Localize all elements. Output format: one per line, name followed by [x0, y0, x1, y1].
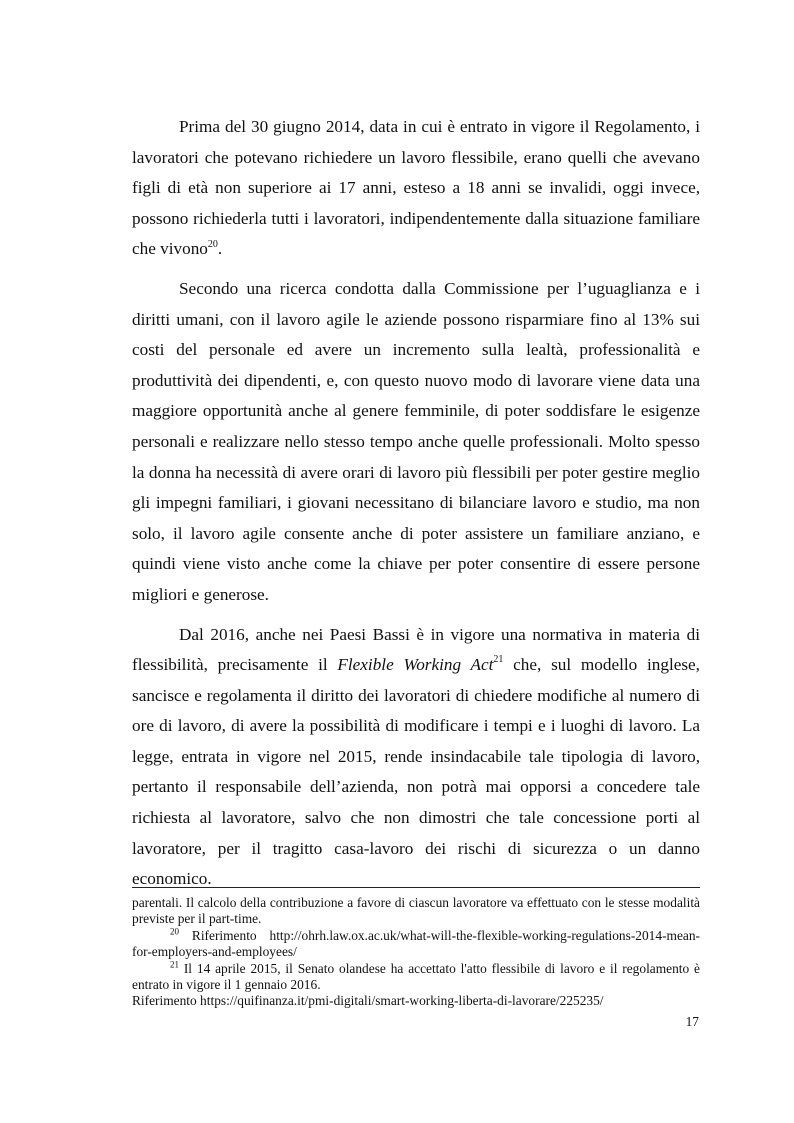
- paragraph-1: [132, 112, 700, 265]
- footnote-21: [132, 961, 700, 994]
- footnotes: [132, 895, 700, 1010]
- paragraph-3-end: che, sul modello inglese, sancisce e regolamenta il diritto dei lavoratori di chiedere modifiche al numero di ore di lavoro, di avere la possibilità di modificare i tempi e i luoghi di lavoro. La legge, entrata in vigore nel 2015, rende insindacabile tale tipologia di lavoro, pertanto il responsabile dell’azienda, non potrà mai opporsi a concedere tale richiesta al lavoratore, salvo che non dimostri che tale concessione porti al lavoratore, per il tragitto casa-lavoro dei rischi di sicurezza o un danno economico.: [132, 655, 700, 889]
- paragraph-2: Secondo una ricerca condotta dalla Commissione per l’uguaglianza e i diritti umani, con il lavoro agile le aziende possono risparmiare fino al 13% sui costi del personale ed avere un incremento sulla lealtà, professionalità e produttività dei dipendenti, e, con questo nuovo modo di lavorare viene data una maggiore opportunità anche al genere femminile, di poter soddisfare le esigenze personali e realizzare nello stesso tempo anche quelle professionali. Molto spesso la donna ha necessità di avere orari di lavoro più flessibili per poter gestire meglio gli impegni familiari, i giovani necessitano di bilanciare lavoro e studio, ma non solo, il lavoro agile consente anche di poter assistere un familiare anziano, e quindi viene visto anche come la chiave per poter consentire di essere persone migliori e generose.: [132, 278, 700, 604]
- footnote-20-number: 20: [170, 926, 179, 937]
- footnote-continued: parentali. Il calcolo della contribuzione a favore di ciascun lavoratore va effettuato con le stesse modalità previste per il part-time.: [132, 895, 700, 927]
- footnote-20-text: Riferimento http://ohrh.law.ox.ac.uk/what-will-the-flexible-working-regulations-2014-mean-for-employers-and-employees/: [132, 927, 700, 960]
- act-title: Flexible Working Act: [337, 655, 494, 675]
- paragraph-3: [132, 620, 700, 895]
- page-number: 17: [685, 1014, 699, 1029]
- footnote-ref-21: 21: [493, 654, 504, 666]
- footnote-21-number: 21: [170, 959, 179, 970]
- footnote-21-reference: Riferimento https://quifinanza.it/pmi-digitali/smart-working-liberta-di-lavorare/225235/: [132, 993, 604, 1009]
- footnote-21-text: Il 14 aprile 2015, il Senato olandese ha accettato l'atto flessibile di lavoro e il regolamento è entrato in vigore il 1 gennaio 2016.: [132, 960, 700, 993]
- footnote-20: [132, 928, 700, 961]
- paragraph-1-text: Prima del 30 giugno 2014, data in cui è entrato in vigore il Regolamento, i lavoratori che potevano richiedere un lavoro flessibile, erano quelli che avevano figli di età non superiore ai 17 anni, esteso a 18 anni se invalidi, oggi invece, possono richiederla tutti i lavoratori, indipendentemente dalla situazione familiare che vivono: [132, 117, 700, 259]
- footnote-ref-20: 20: [207, 238, 218, 250]
- paragraph-1-end: .: [217, 239, 223, 259]
- footnote-separator: [132, 887, 700, 888]
- paragraph-3-text: Dal 2016, anche nei Paesi Bassi è in vigore una normativa in materia di flessibilità, precisamente il: [132, 624, 700, 675]
- body-text: [132, 112, 700, 904]
